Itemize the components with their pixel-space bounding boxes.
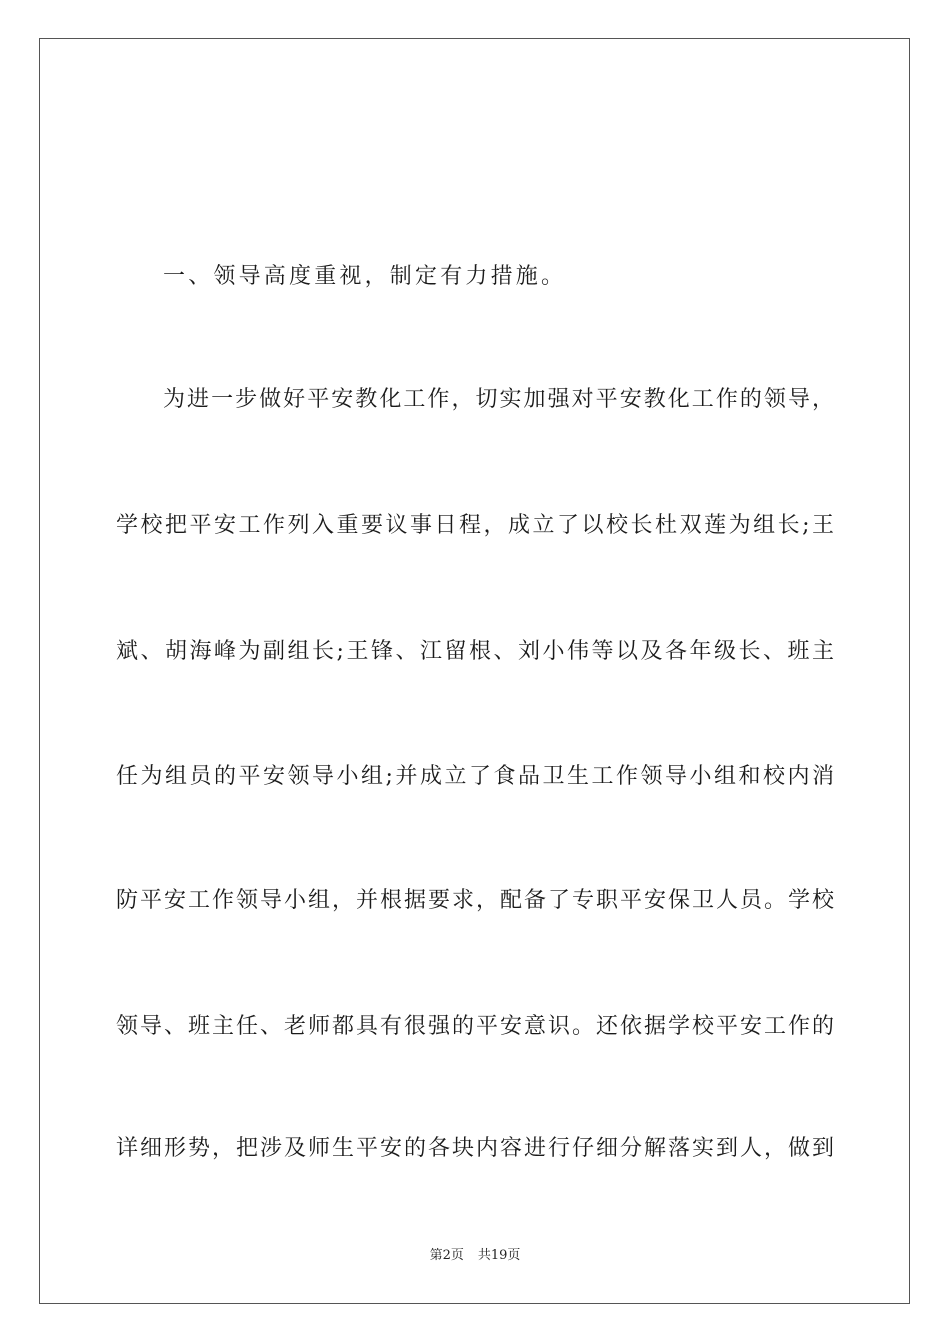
paragraph-line: 学校把平安工作列入重要议事日程，成立了以校长杜双莲为组长;王	[116, 513, 834, 538]
page-total: 共19页	[477, 1248, 521, 1263]
paragraph-line: 任为组员的平安领导小组;并成立了食品卫生工作领导小组和校内消	[116, 764, 834, 789]
paragraph-line: 斌、胡海峰为副组长;王锋、江留根、刘小伟等以及各年级长、班主	[116, 639, 834, 664]
page-border	[39, 38, 910, 1304]
page-footer	[0, 1247, 950, 1265]
paragraph-line: 防平安工作领导小组，并根据要求，配备了专职平安保卫人员。学校	[116, 888, 834, 913]
section-heading: 一、领导高度重视，制定有力措施。	[163, 264, 567, 289]
paragraph-line: 领导、班主任、老师都具有很强的平安意识。还依据学校平安工作的	[116, 1014, 834, 1039]
page-number: 第2页	[429, 1248, 464, 1263]
paragraph-line: 为进一步做好平安教化工作，切实加强对平安教化工作的领导，	[163, 387, 834, 412]
paragraph-line: 详细形势，把涉及师生平安的各块内容进行仔细分解落实到人，做到	[116, 1136, 834, 1161]
